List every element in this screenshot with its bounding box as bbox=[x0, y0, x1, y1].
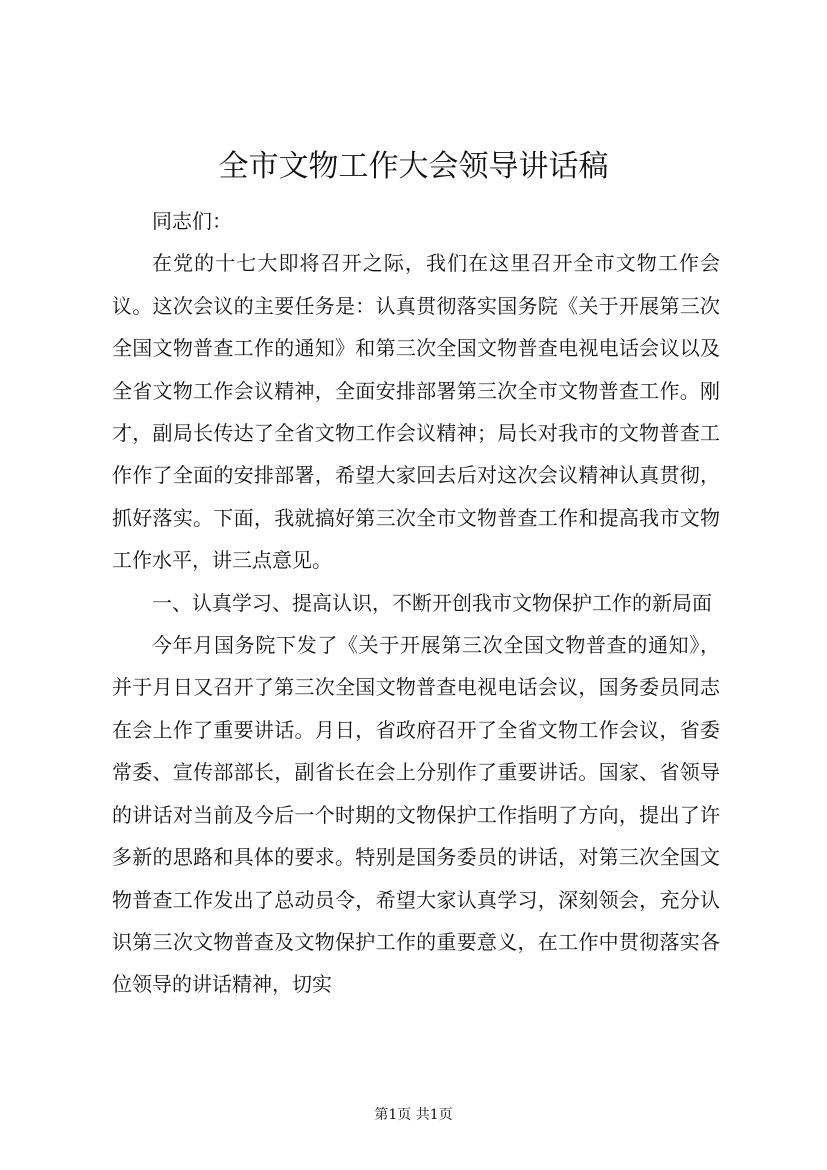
section-heading-1: 一、认真学习、提高认识，不断开创我市文物保护工作的新局面 bbox=[152, 590, 712, 615]
page-number-footer: 第1页 共1页 bbox=[374, 1107, 453, 1123]
body-paragraph: 今年月国务院下发了《关于开展第三次全国文物普查的通知》，并于月日又召开了第三次全国文物普查电视电话会议，国务委员同志在会上作了重要讲话。月日，省政府召开了全省文物工作会议，省委常委、宣传部部长，副省长在会上分别作了重要讲话。国家、省领导的讲话对当前及今后一个时期的文物保护工作指明了方向，提出了许多新的思路和具体的要求。特别是国务委员的讲话，对第三次全国文物普查工作发出了总动员令，希望大家认真学习，深刻领会，充分认识第三次文物普查及文物保护工作的重要意义，在工作中贯彻落实各位领导的讲话精神，切实 bbox=[112, 633, 720, 997]
salutation-paragraph: 同志们： bbox=[152, 209, 232, 233]
document-body bbox=[112, 200, 720, 1006]
intro-paragraph: 在党的十七大即将召开之际，我们在这里召开全市文物工作会议。这次会议的主要任务是：认真贯彻落实国务院《关于开展第三次全国文物普查工作的通知》和第三次全国文物普查电视电话会议以及全省文物工作会议精神，全面安排部署第三次全市文物普查工作。刚才，副局长传达了全省文物工作会议精神；局长对我市的文物普查工作作了全面的安排部署，希望大家回去后对这次会议精神认真贯彻，抓好落实。下面，我就搞好第三次全市文物普查工作和提高我市文物工作水平，讲三点意见。 bbox=[112, 251, 720, 573]
document-title: 全市文物工作大会领导讲话稿 bbox=[218, 149, 609, 184]
